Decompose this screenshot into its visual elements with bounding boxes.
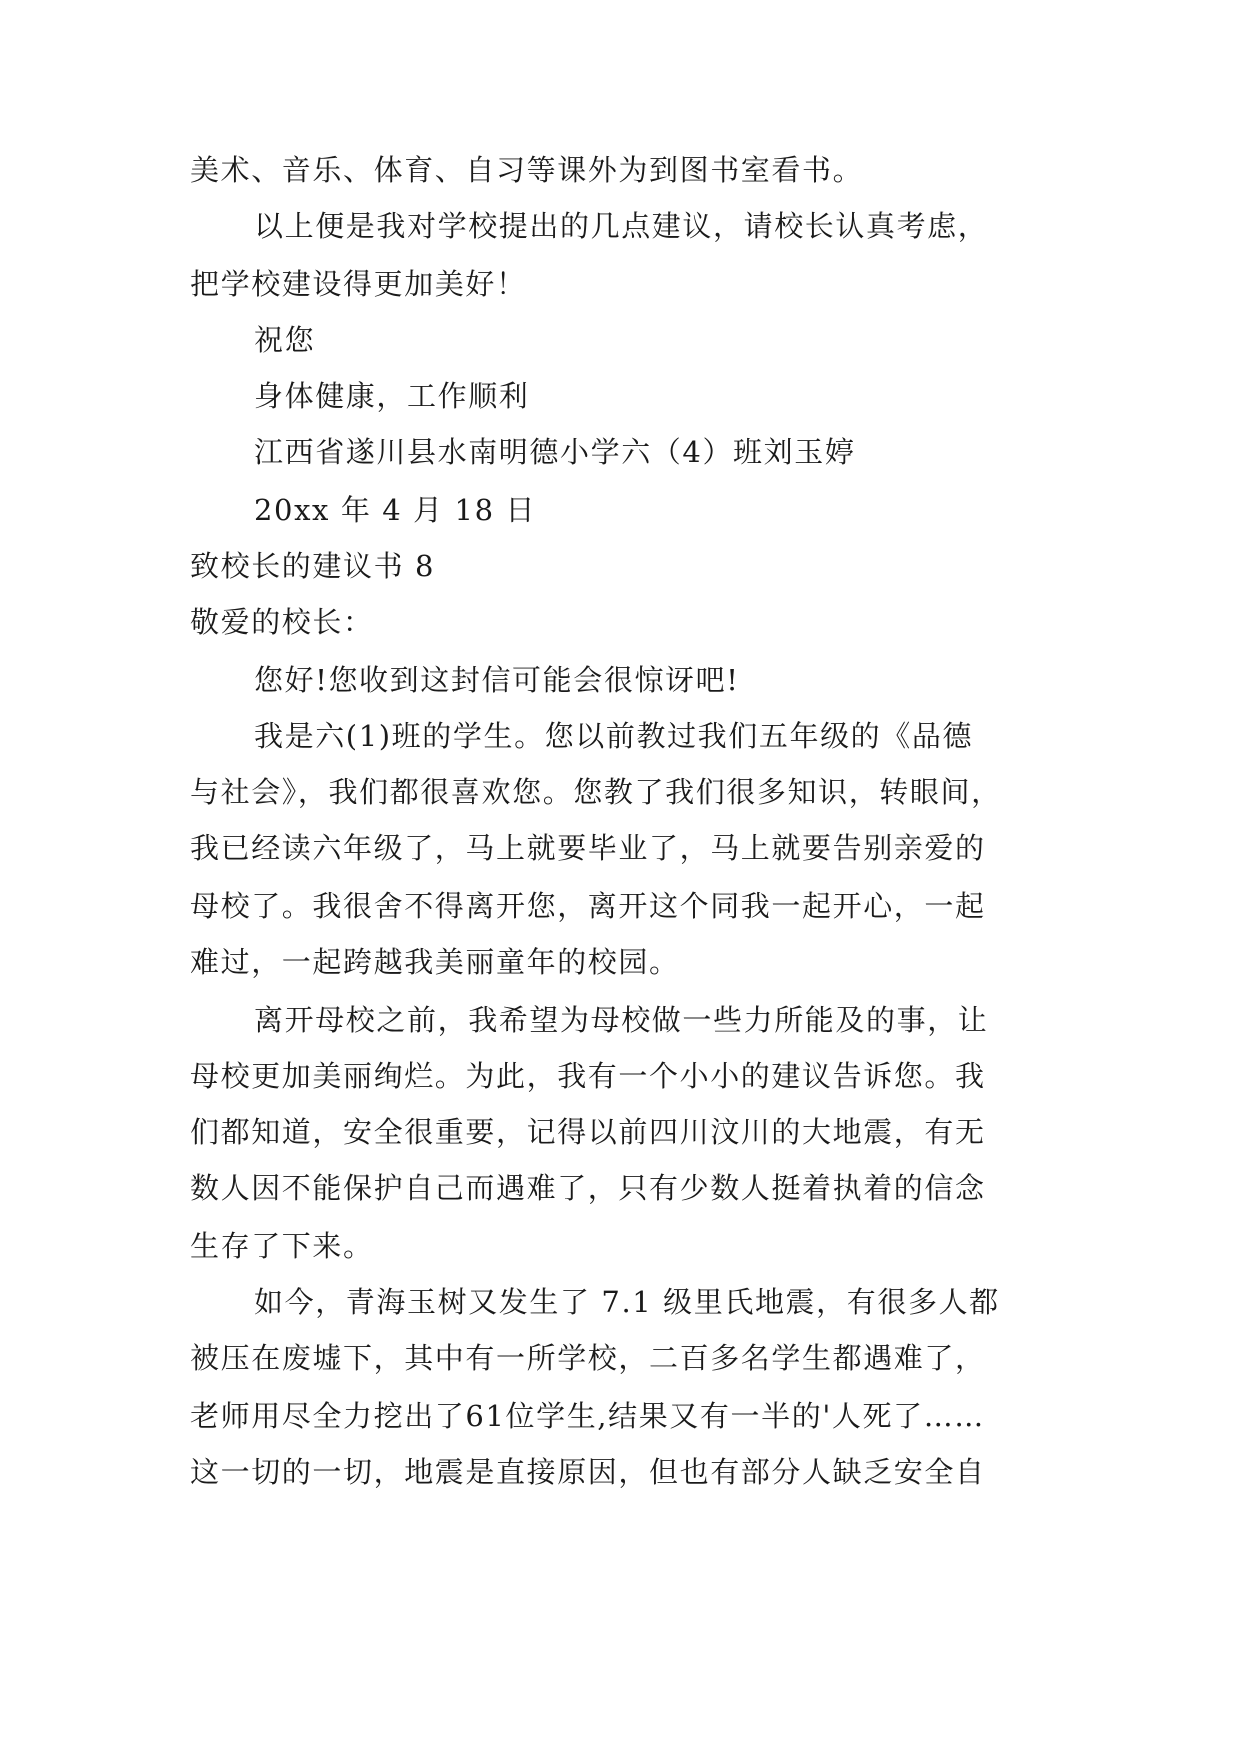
text-line: 老师用尽全力挖出了61位学生,结果又有一半的'人死了…… bbox=[190, 1399, 985, 1433]
signature: 江西省遂川县水南明德小学六（4）班刘玉婷 bbox=[254, 435, 856, 469]
text-line: 如今，青海玉树又发生了 7.1 级里氏地震，有很多人都 bbox=[254, 1285, 1000, 1319]
text-line: 我已经读六年级了，马上就要毕业了，马上就要告别亲爱的 bbox=[190, 831, 986, 865]
text-line: 这一切的一切，地震是直接原因，但也有部分人缺乏安全自 bbox=[190, 1455, 986, 1489]
text-line: 离开母校之前，我希望为母校做一些力所能及的事，让 bbox=[254, 1003, 989, 1037]
closing-wish: 身体健康，工作顺利 bbox=[254, 379, 530, 413]
text-line: 母校更加美丽绚烂。为此，我有一个小小的建议告诉您。我 bbox=[190, 1059, 986, 1093]
text-line: 数人因不能保护自己而遇难了，只有少数人挺着执着的信念 bbox=[190, 1171, 986, 1205]
text-line: 们都知道，安全很重要，记得以前四川汶川的大地震，有无 bbox=[190, 1115, 986, 1149]
section-heading: 致校长的建议书 8 bbox=[190, 549, 436, 583]
text-line: 我是六(1)班的学生。您以前教过我们五年级的《品德 bbox=[254, 719, 974, 753]
text-line: 以上便是我对学校提出的几点建议，请校长认真考虑， bbox=[254, 209, 989, 243]
text-line: 与社会》，我们都很喜欢您。您教了我们很多知识，转眼间， bbox=[190, 775, 1002, 809]
greeting: 敬爱的校长： bbox=[190, 605, 374, 639]
letter-date: 20xx 年 4 月 18 日 bbox=[254, 493, 537, 527]
text-line: 把学校建设得更加美好！ bbox=[190, 267, 527, 301]
text-line: 被压在废墟下，其中有一所学校，二百多名学生都遇难了， bbox=[190, 1341, 986, 1375]
closing-salutation: 祝您 bbox=[254, 323, 316, 357]
text-line: 母校了。我很舍不得离开您，离开这个同我一起开心，一起 bbox=[190, 889, 986, 923]
text-line: 您好!您收到这封信可能会很惊讶吧! bbox=[254, 663, 740, 697]
text-line: 美术、音乐、体育、自习等课外为到图书室看书。 bbox=[190, 153, 864, 187]
text-line: 难过，一起跨越我美丽童年的校园。 bbox=[190, 945, 680, 979]
text-line: 生存了下来。 bbox=[190, 1229, 374, 1263]
